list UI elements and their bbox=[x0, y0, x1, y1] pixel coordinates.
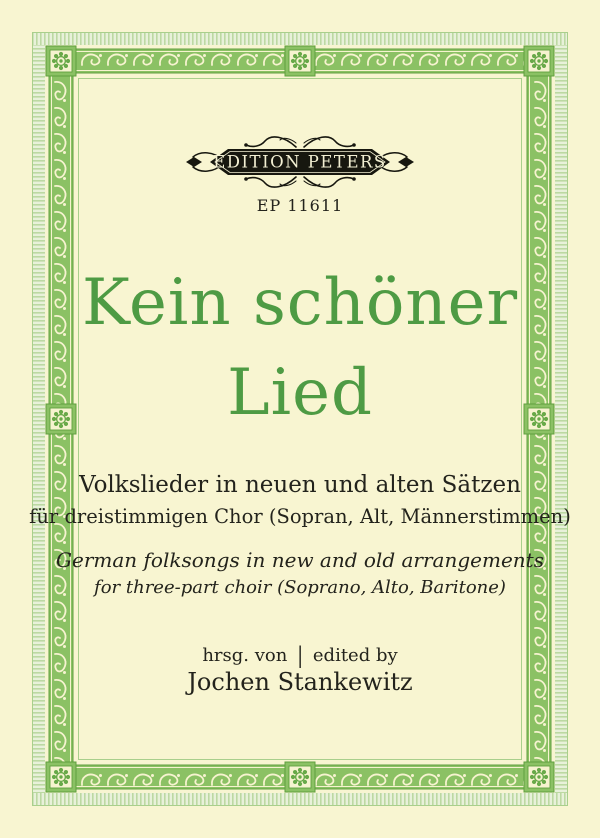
subtitle-english-line-1: German folksongs in new and old arrangements bbox=[56, 548, 544, 572]
left-diamond-ornament bbox=[186, 157, 202, 167]
editor-name: Jochen Stankewitz bbox=[187, 668, 413, 696]
title-line-1: Kein schöner bbox=[81, 266, 519, 340]
subtitle-german-line-1: Volkslieder in neuen und alten Sätzen bbox=[79, 472, 521, 498]
publisher-name: EDITION PETERS bbox=[213, 152, 387, 172]
editor-label-separator: | bbox=[297, 642, 304, 669]
right-diamond-ornament bbox=[398, 157, 414, 167]
subtitle-english-line-2: for three-part choir (Soprano, Alto, Baritone) bbox=[94, 577, 506, 598]
editor-label bbox=[0, 642, 600, 669]
page-title bbox=[0, 258, 600, 438]
publisher-logo bbox=[0, 133, 600, 191]
editor-label-en: edited by bbox=[312, 645, 398, 666]
editor-label-de: hrsg. von bbox=[202, 645, 288, 666]
catalog-number: EP 11611 bbox=[256, 196, 344, 215]
title-line-2: Lied bbox=[227, 356, 373, 430]
subtitle-german-line-2: für dreistimmigen Chor (Sopran, Alt, Männerstimmen) bbox=[29, 505, 571, 528]
